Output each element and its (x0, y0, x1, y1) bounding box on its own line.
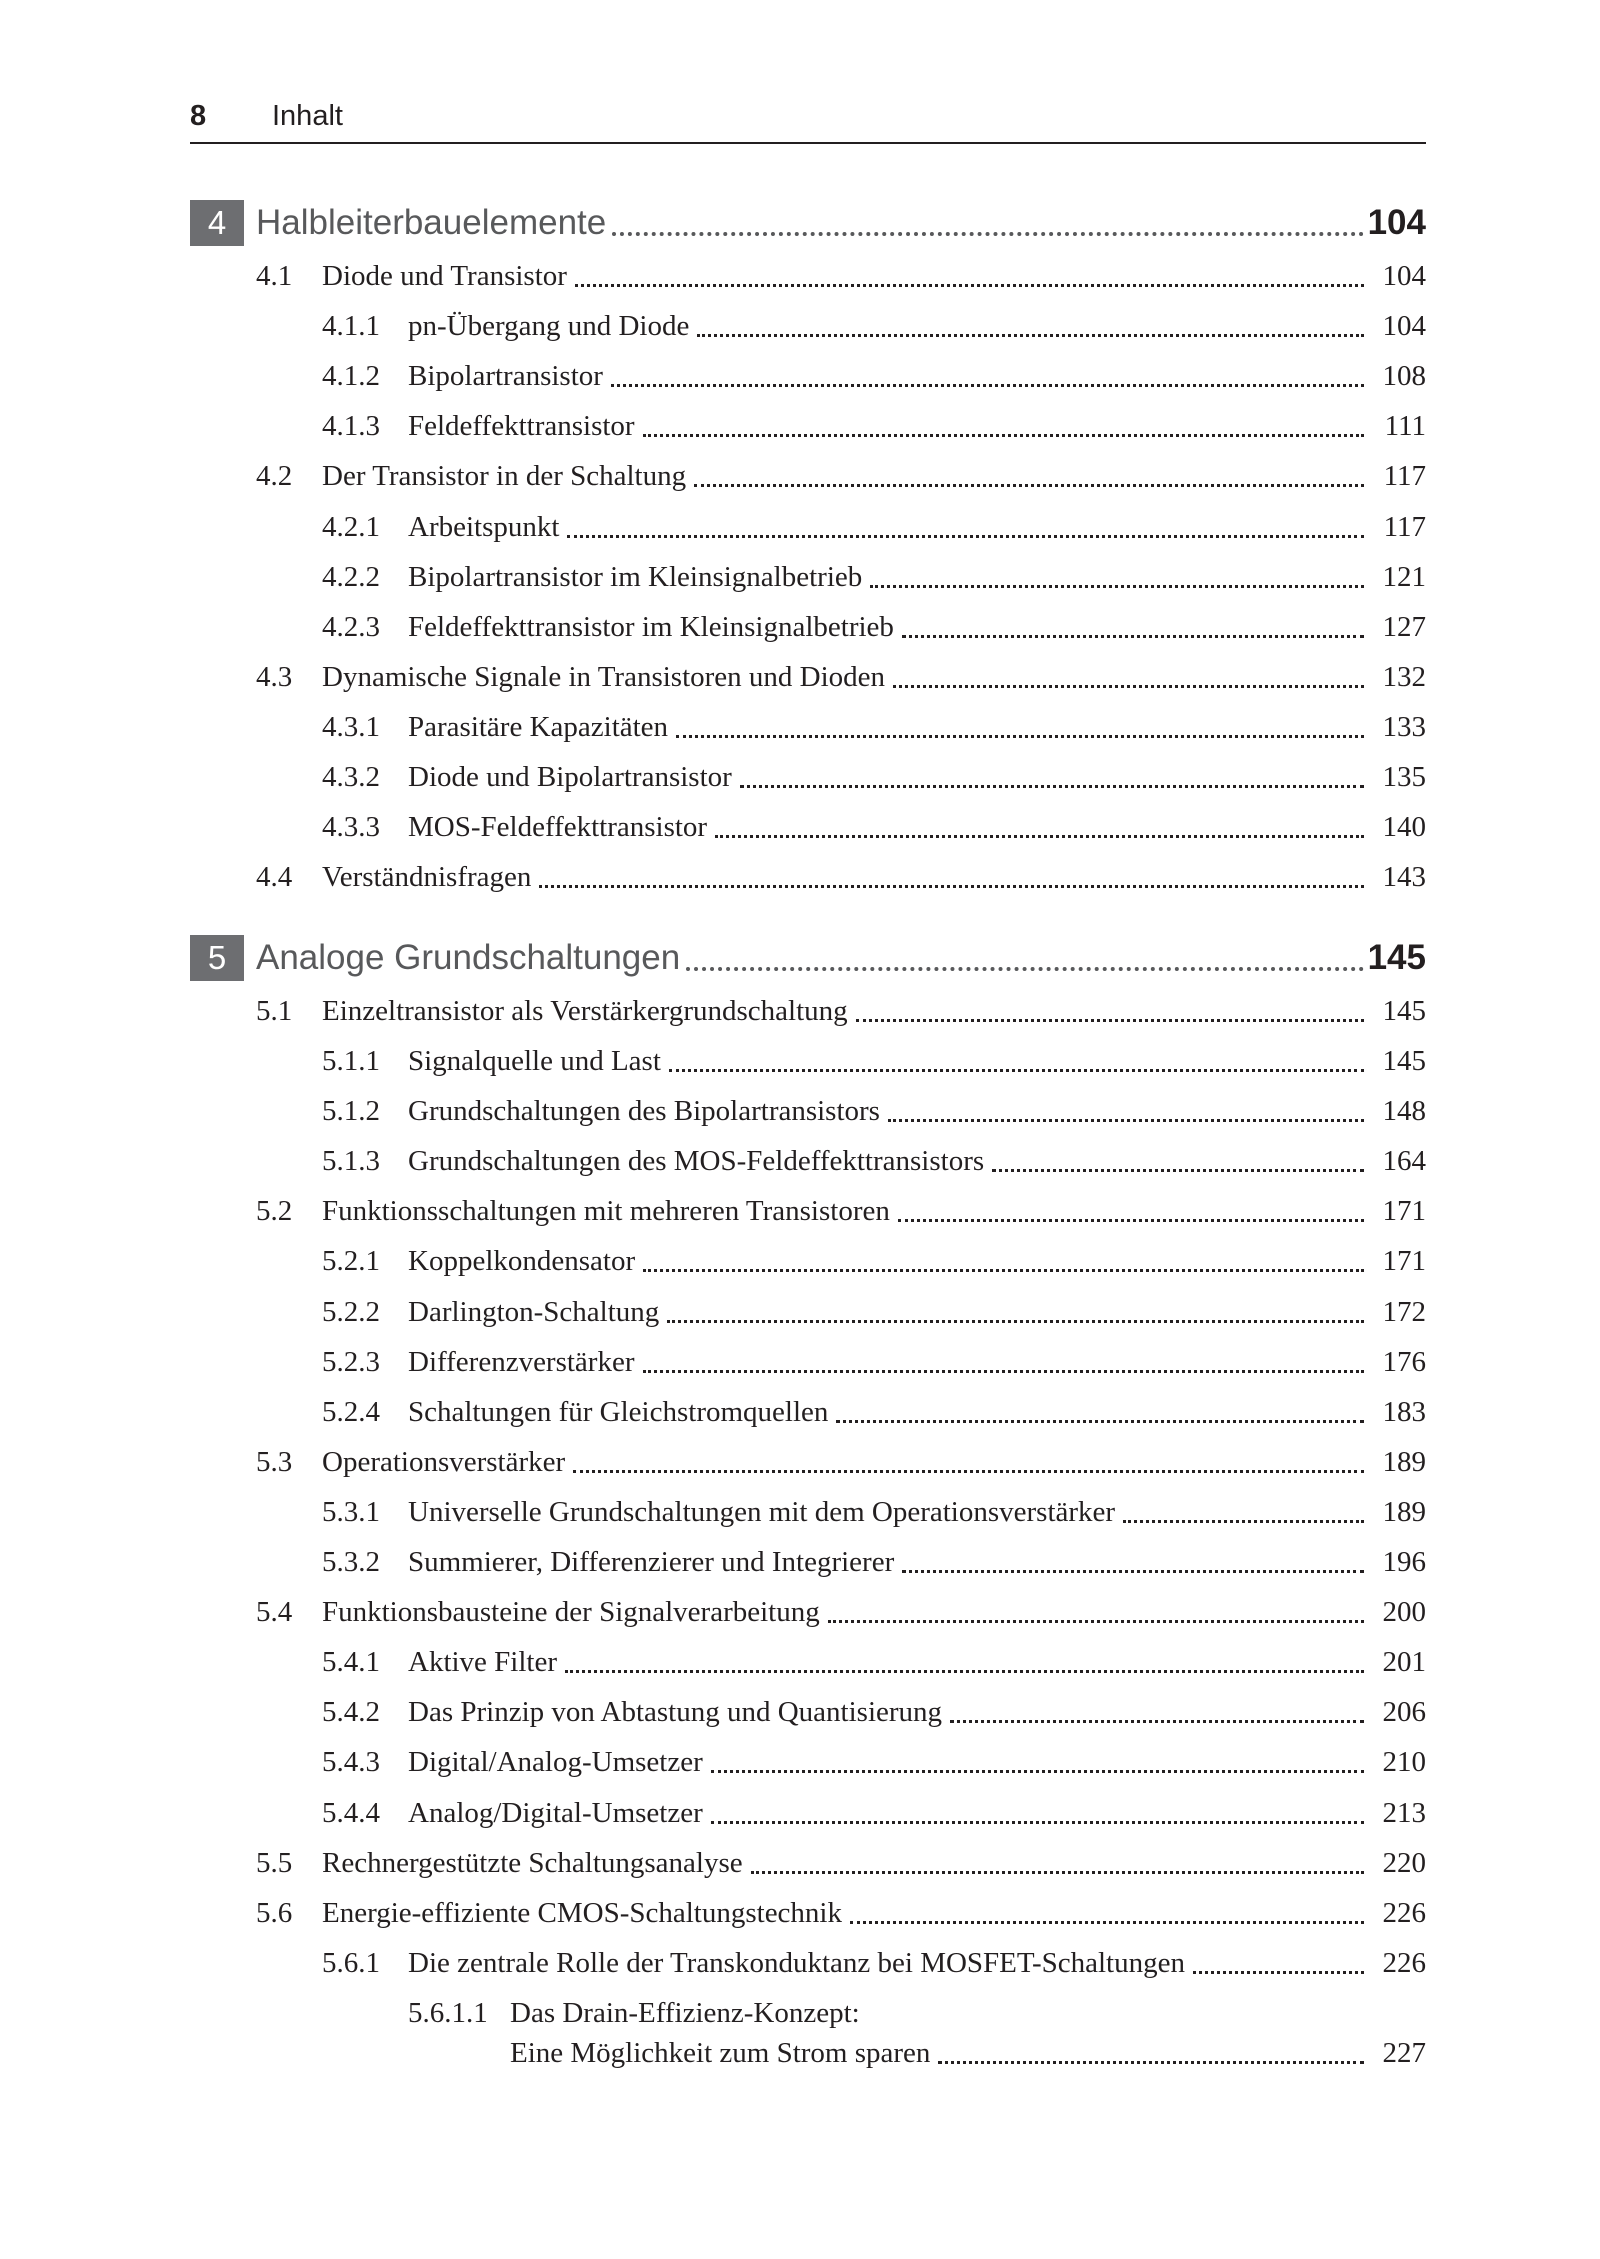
entry-line (408, 1943, 1426, 1983)
section-page-number: 172 (1382, 1296, 1426, 1328)
entry-line (408, 306, 1426, 346)
chapter-title: Halbleiterbauelemente (256, 203, 607, 242)
toc-entry[interactable] (190, 1692, 1426, 1732)
chapter-number-box: 4 (190, 200, 244, 246)
toc-entry[interactable] (190, 1442, 1426, 1482)
section-page-number: 121 (1382, 561, 1426, 593)
entry-line (322, 1191, 1426, 1231)
dot-leader (667, 1320, 1364, 1323)
dot-leader (902, 1570, 1364, 1573)
section-number: 4.4 (256, 861, 293, 893)
section-page-number: 206 (1382, 1696, 1426, 1728)
section-page-number: 189 (1382, 1446, 1426, 1478)
section-number: 5.2.4 (322, 1396, 380, 1428)
section-page-number: 133 (1382, 711, 1426, 743)
entry-line (322, 1442, 1426, 1482)
section-title: Parasitäre Kapazitäten (408, 711, 669, 743)
section-number: 5.4.1 (322, 1646, 380, 1678)
dot-leader (856, 1019, 1364, 1022)
entry-line (408, 406, 1426, 446)
section-page-number: 164 (1382, 1145, 1426, 1177)
section-page-number: 135 (1382, 761, 1426, 793)
dot-leader (612, 232, 1363, 236)
section-title: Der Transistor in der Schaltung (322, 460, 687, 492)
section-number: 4.3 (256, 661, 293, 693)
dot-leader (898, 1219, 1364, 1222)
dot-leader (893, 685, 1364, 688)
entry-line (408, 1642, 1426, 1682)
dot-leader (751, 1871, 1364, 1874)
chapter-heading[interactable] (190, 200, 1426, 248)
section-title: Operationsverstärker (322, 1446, 566, 1478)
section-number: 4.1.1 (322, 310, 380, 342)
entry-line (408, 1542, 1426, 1582)
section-page-number: 108 (1382, 360, 1426, 392)
entry-line (408, 1742, 1426, 1782)
section-page-number: 183 (1382, 1396, 1426, 1428)
entry-line (408, 356, 1426, 396)
entry-line (408, 1392, 1426, 1432)
section-title: Diode und Bipolartransistor (408, 761, 732, 793)
section-title: Funktionsschaltungen mit mehreren Transistoren (322, 1195, 890, 1227)
entry-line (322, 1592, 1426, 1632)
section-page-number: 200 (1382, 1596, 1426, 1628)
section-title: Das Prinzip von Abtastung und Quantisierung (408, 1696, 943, 1728)
section-number: 5.1.2 (322, 1095, 380, 1127)
section-number: 4.2.1 (322, 511, 380, 543)
entry-line (322, 657, 1426, 697)
section-title: Koppelkondensator (408, 1245, 636, 1277)
section-page-number: 171 (1382, 1245, 1426, 1277)
section-page-number: 171 (1382, 1195, 1426, 1227)
dot-leader (711, 1770, 1364, 1773)
section-page-number: 145 (1382, 995, 1426, 1027)
dot-leader (1193, 1971, 1364, 1974)
dot-leader (1123, 1520, 1364, 1523)
dot-leader (539, 885, 1364, 888)
section-page-number: 145 (1382, 1045, 1426, 1077)
toc-entry[interactable] (190, 1742, 1426, 1782)
section-title: Rechnergestützte Schaltungsanalyse (322, 1847, 743, 1879)
chapter-heading[interactable] (190, 935, 1426, 983)
section-title-line1: Das Drain-Effizienz-Konzept: (510, 1997, 860, 2029)
entry-line (408, 507, 1426, 547)
toc-entry[interactable] (190, 507, 1426, 547)
section-number: 5.1.1 (322, 1045, 380, 1077)
toc-entry[interactable] (190, 1893, 1426, 1933)
chapter-page-number: 104 (1367, 203, 1426, 242)
toc-entry[interactable] (190, 1141, 1426, 1181)
section-page-number: 127 (1382, 611, 1426, 643)
page-number: 8 (190, 100, 207, 132)
section-number: 5.4.2 (322, 1696, 380, 1728)
section-page-number: 213 (1382, 1797, 1426, 1829)
chapter-title: Analoge Grundschaltungen (256, 938, 681, 977)
toc-entry[interactable] (190, 857, 1426, 897)
dot-leader (740, 785, 1364, 788)
section-title: Funktionsbausteine der Signalverarbeitung (322, 1596, 820, 1628)
section-page-number: 196 (1382, 1546, 1426, 1578)
chapter-number-box: 5 (190, 935, 244, 981)
section-number: 5.2.1 (322, 1245, 380, 1277)
section-number: 5.4.3 (322, 1746, 380, 1778)
chapter-line (256, 200, 1426, 246)
toc-entry[interactable] (190, 1342, 1426, 1382)
section-number: 5.3 (256, 1446, 293, 1478)
entry-line (408, 757, 1426, 797)
chapter-page-number: 145 (1367, 938, 1426, 977)
section-page-number: 201 (1382, 1646, 1426, 1678)
dot-leader (938, 2061, 1364, 2064)
entry-line (408, 1091, 1426, 1131)
entry-line (510, 2033, 1426, 2073)
dot-leader (575, 284, 1364, 287)
dot-leader (694, 484, 1364, 487)
entry-line (408, 1342, 1426, 1382)
section-number: 5.1.3 (322, 1145, 380, 1177)
section-page-number: 143 (1382, 861, 1426, 893)
dot-leader (643, 1370, 1365, 1373)
section-page-number: 117 (1383, 460, 1426, 492)
dot-leader (828, 1620, 1364, 1623)
section-number: 5.6 (256, 1897, 293, 1929)
entry-line (408, 1292, 1426, 1332)
dot-leader (611, 384, 1364, 387)
dot-leader (643, 1269, 1364, 1272)
section-title: Signalquelle und Last (408, 1045, 661, 1077)
section-number: 5.6.1.1 (408, 1997, 488, 2029)
section-number: 5.2 (256, 1195, 293, 1227)
section-page-number: 226 (1382, 1897, 1426, 1929)
dot-leader (850, 1921, 1364, 1924)
section-number: 5.4.4 (322, 1797, 380, 1829)
dot-leader (902, 635, 1364, 638)
toc-entry[interactable] (190, 1292, 1426, 1332)
section-page-number: 132 (1382, 661, 1426, 693)
toc-entry[interactable] (190, 1592, 1426, 1632)
section-number: 5.5 (256, 1847, 293, 1879)
entry-line (408, 807, 1426, 847)
section-page-number: 148 (1382, 1095, 1426, 1127)
section-page-number: 189 (1382, 1496, 1426, 1528)
toc-entry[interactable] (190, 607, 1426, 647)
section-number: 4.1.2 (322, 360, 380, 392)
entry-line (408, 1692, 1426, 1732)
dot-leader (573, 1470, 1364, 1473)
section-number: 5.2.3 (322, 1346, 380, 1378)
section-title: Energie-effiziente CMOS-Schaltungstechnik (322, 1897, 842, 1929)
entry-line (408, 1041, 1426, 1081)
section-title: Einzeltransistor als Verstärkergrundschaltung (322, 995, 848, 1027)
toc-entry[interactable] (190, 1091, 1426, 1131)
section-title: Diode und Transistor (322, 260, 567, 292)
section-number: 4.2.3 (322, 611, 380, 643)
dot-leader (715, 835, 1364, 838)
toc-entry[interactable] (190, 657, 1426, 697)
section-title: Darlington-Schaltung (408, 1296, 660, 1328)
toc-entry[interactable] (190, 1793, 1426, 1833)
section-number: 5.3.1 (322, 1496, 380, 1528)
section-page-number: 176 (1382, 1346, 1426, 1378)
section-number: 5.2.2 (322, 1296, 380, 1328)
toc-entry[interactable] (190, 1943, 1426, 1983)
section-title: Summierer, Differenzierer und Integrierer (408, 1546, 895, 1578)
dot-leader (992, 1169, 1364, 1172)
section-title: Universelle Grundschaltungen mit dem Operationsverstärker (408, 1496, 1116, 1528)
toc-entry[interactable] (190, 807, 1426, 847)
dot-leader (888, 1119, 1364, 1122)
section-number: 5.4 (256, 1596, 293, 1628)
dot-leader (686, 967, 1363, 971)
entry-line (408, 557, 1426, 597)
section-number: 4.3.1 (322, 711, 380, 743)
section-title: Feldeffekttransistor im Kleinsignalbetrieb (408, 611, 894, 643)
section-page-number: 140 (1382, 811, 1426, 843)
section-title: Differenzverstärker (408, 1346, 635, 1378)
toc-entry[interactable] (190, 1241, 1426, 1281)
dot-leader (643, 434, 1364, 437)
section-page-number: 117 (1383, 511, 1426, 543)
running-head-title: Inhalt (272, 100, 343, 132)
entry-line (322, 991, 1426, 1031)
dot-leader (870, 585, 1364, 588)
section-title: Verständnisfragen (322, 861, 532, 893)
toc-entry[interactable] (190, 1542, 1426, 1582)
section-title: Grundschaltungen des MOS-Feldeffekttransistors (408, 1145, 985, 1177)
section-page-number: 111 (1384, 410, 1426, 442)
toc-entry[interactable] (190, 256, 1426, 296)
section-title: Arbeitspunkt (408, 511, 560, 543)
section-title: Digital/Analog-Umsetzer (408, 1746, 703, 1778)
section-title: Bipolartransistor im Kleinsignalbetrieb (408, 561, 863, 593)
entry-line (322, 256, 1426, 296)
entry-line (408, 1241, 1426, 1281)
entry-line (322, 1843, 1426, 1883)
section-page-number: 104 (1382, 260, 1426, 292)
section-number: 4.3.3 (322, 811, 380, 843)
dot-leader (567, 535, 1364, 538)
entry-line (408, 1141, 1426, 1181)
section-page-number: 227 (1382, 2037, 1426, 2069)
section-title: Bipolartransistor (408, 360, 603, 392)
dot-leader (565, 1670, 1364, 1673)
section-title: pn-Übergang und Diode (408, 310, 690, 342)
toc-entry[interactable] (190, 991, 1426, 1031)
entry-line (408, 607, 1426, 647)
section-title: Feldeffekttransistor (408, 410, 635, 442)
toc-entry[interactable] (190, 406, 1426, 446)
section-title: Schaltungen für Gleichstromquellen (408, 1396, 829, 1428)
section-title: Analog/Digital-Umsetzer (408, 1797, 703, 1829)
section-number: 4.1 (256, 260, 293, 292)
toc-entry[interactable] (190, 1392, 1426, 1432)
dot-leader (697, 334, 1364, 337)
section-page-number: 226 (1382, 1947, 1426, 1979)
toc-entry[interactable] (190, 757, 1426, 797)
toc-entry[interactable] (190, 557, 1426, 597)
section-title: Dynamische Signale in Transistoren und Dioden (322, 661, 886, 693)
section-title: Eine Möglichkeit zum Strom sparen (510, 2037, 931, 2069)
toc-entry[interactable] (190, 1642, 1426, 1682)
toc-entry[interactable] (190, 1041, 1426, 1081)
toc-entry[interactable] (190, 1993, 1426, 2073)
toc-entry[interactable] (190, 707, 1426, 747)
section-number: 5.6.1 (322, 1947, 380, 1979)
section-title: Die zentrale Rolle der Transkonduktanz bei MOSFET-Schaltungen (408, 1947, 1185, 1979)
section-number: 4.2.2 (322, 561, 380, 593)
dot-leader (711, 1821, 1364, 1824)
dot-leader (950, 1720, 1364, 1723)
section-page-number: 104 (1382, 310, 1426, 342)
entry-line (322, 456, 1426, 496)
dot-leader (836, 1420, 1364, 1423)
toc-entry[interactable] (190, 1843, 1426, 1883)
section-page-number: 220 (1382, 1847, 1426, 1879)
section-title: MOS-Feldeffekttransistor (408, 811, 708, 843)
section-title: Grundschaltungen des Bipolartransistors (408, 1095, 880, 1127)
entry-line (408, 1793, 1426, 1833)
section-title: Aktive Filter (408, 1646, 558, 1678)
section-number: 4.1.3 (322, 410, 380, 442)
section-number: 4.2 (256, 460, 293, 492)
toc-entry[interactable] (190, 356, 1426, 396)
entry-line (322, 1893, 1426, 1933)
entry-line (408, 707, 1426, 747)
toc-entry[interactable] (190, 306, 1426, 346)
section-number: 5.3.2 (322, 1546, 380, 1578)
chapter-line (256, 935, 1426, 981)
toc-entry[interactable] (190, 1191, 1426, 1231)
toc-entry[interactable] (190, 456, 1426, 496)
section-number: 4.3.2 (322, 761, 380, 793)
section-number: 5.1 (256, 995, 293, 1027)
dot-leader (676, 735, 1364, 738)
toc-entry[interactable] (190, 1492, 1426, 1532)
section-page-number: 210 (1382, 1746, 1426, 1778)
entry-line (322, 857, 1426, 897)
entry-line (408, 1492, 1426, 1532)
dot-leader (669, 1069, 1364, 1072)
